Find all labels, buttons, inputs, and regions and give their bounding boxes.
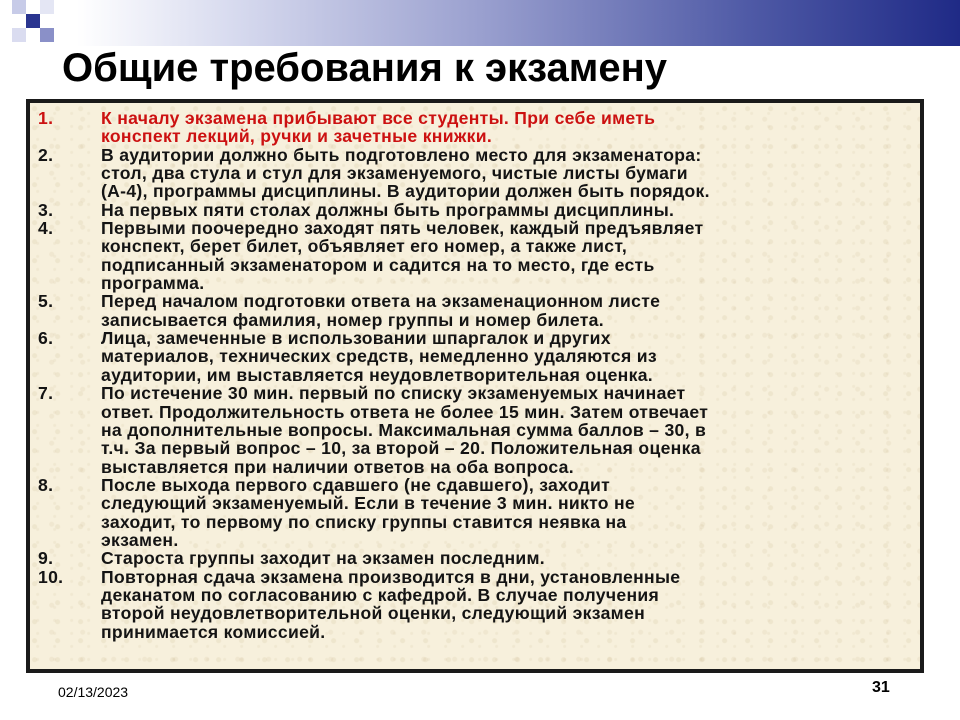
requirement-line: Лица, замеченные в использовании шпаргалок и других bbox=[101, 328, 611, 349]
requirement-line: На первых пяти столах должны быть программы дисциплины. bbox=[101, 199, 675, 220]
requirement-number: 9. bbox=[38, 548, 54, 569]
requirement-item bbox=[38, 384, 912, 476]
requirement-text bbox=[101, 384, 912, 476]
decorative-square bbox=[26, 14, 40, 28]
requirement-number: 4. bbox=[38, 218, 54, 239]
requirement-item bbox=[38, 329, 912, 384]
requirement-line: Перед началом подготовки ответа на экзаменационном листе bbox=[101, 291, 661, 312]
requirements-list bbox=[38, 109, 912, 641]
requirement-line: конспект, берет билет, объявляет его номер, а также лист, bbox=[101, 236, 628, 257]
requirement-line: К началу экзамена прибывают все студенты. При себе иметь bbox=[101, 108, 656, 128]
requirement-line: стол, два стула и стул для экзаменуемого, чистые листы бумаги bbox=[101, 163, 688, 184]
requirement-text bbox=[101, 329, 912, 384]
slide-date: 02/13/2023 bbox=[58, 684, 129, 700]
requirement-number: 7. bbox=[38, 383, 54, 404]
requirement-item bbox=[38, 146, 912, 201]
requirement-item bbox=[38, 476, 912, 549]
requirement-item bbox=[38, 109, 912, 146]
slide-title: Общие требования к экзамену bbox=[62, 46, 667, 90]
requirement-item bbox=[38, 201, 912, 219]
requirement-item bbox=[38, 549, 912, 567]
requirement-number: 6. bbox=[38, 328, 54, 349]
requirement-line: В аудитории должно быть подготовлено место для экзаменатора: bbox=[101, 144, 702, 165]
requirement-line: По истечение 30 мин. первый по списку экзаменуемых начинает bbox=[101, 383, 686, 404]
requirement-line: подписанный экзаменатором и садится на то место, где есть bbox=[101, 254, 655, 275]
requirement-line: экзамен. bbox=[101, 529, 179, 550]
requirement-line: программа. bbox=[101, 273, 205, 294]
requirement-item bbox=[38, 292, 912, 329]
requirement-line: материалов, технических средств, немедленно удаляются из bbox=[101, 346, 657, 367]
requirement-number: 5. bbox=[38, 291, 54, 312]
requirement-text bbox=[101, 201, 912, 219]
requirement-line: принимается комиссией. bbox=[101, 621, 326, 642]
requirement-line: (А-4), программы дисциплины. В аудитории должен быть порядок. bbox=[101, 181, 710, 202]
requirement-number: 8. bbox=[38, 474, 54, 495]
requirement-item bbox=[38, 568, 912, 641]
page-number: 31 bbox=[872, 679, 890, 696]
header-gradient-band bbox=[0, 0, 960, 46]
requirement-line: заходит, то первому по списку группы ставится неявка на bbox=[101, 511, 627, 532]
requirement-line: После выхода первого сдавшего (не сдавшего), заходит bbox=[101, 474, 611, 495]
requirement-line: т.ч. За первый вопрос – 10, за второй – 20. Положительная оценка bbox=[101, 438, 701, 459]
requirement-text bbox=[101, 219, 912, 292]
requirement-line: Первыми поочередно заходят пять человек, каждый предъявляет bbox=[101, 218, 704, 239]
requirement-line: Староста группы заходит на экзамен последним. bbox=[101, 548, 545, 569]
decorative-square bbox=[40, 28, 54, 42]
decorative-square bbox=[40, 0, 54, 14]
requirement-line: Повторная сдача экзамена производится в дни, установленные bbox=[101, 566, 681, 587]
decorative-square bbox=[12, 0, 26, 14]
requirement-number: 10. bbox=[38, 566, 64, 587]
requirement-number: 3. bbox=[38, 199, 54, 220]
requirement-line: конспект лекций, ручки и зачетные книжки. bbox=[101, 126, 493, 147]
requirement-line: на дополнительные вопросы. Максимальная сумма баллов – 30, в bbox=[101, 419, 707, 440]
decorative-square bbox=[12, 28, 26, 42]
requirement-line: следующий экзаменуемый. Если в течение 3 мин. никто не bbox=[101, 493, 636, 514]
requirement-line: аудитории, им выставляется неудовлетворительная оценка. bbox=[101, 364, 653, 385]
requirement-item bbox=[38, 219, 912, 292]
requirement-text bbox=[101, 109, 912, 146]
requirement-text bbox=[101, 476, 912, 549]
requirement-line: деканатом по согласованию с кафедрой. В случае получения bbox=[101, 584, 660, 605]
requirement-number: 2. bbox=[38, 144, 54, 165]
requirement-text bbox=[101, 549, 912, 567]
requirements-frame bbox=[26, 99, 924, 673]
requirement-line: ответ. Продолжительность ответа не более 15 мин. Затем отвечает bbox=[101, 401, 709, 422]
requirement-line: выставляется при наличии ответов на оба вопроса. bbox=[101, 456, 574, 477]
requirement-text bbox=[101, 146, 912, 201]
requirement-text bbox=[101, 568, 912, 641]
requirement-line: записывается фамилия, номер группы и номер билета. bbox=[101, 309, 604, 330]
requirement-number: 1. bbox=[38, 108, 54, 128]
requirement-text bbox=[101, 292, 912, 329]
requirement-line: второй неудовлетворительной оценки, следующий экзамен bbox=[101, 603, 646, 624]
